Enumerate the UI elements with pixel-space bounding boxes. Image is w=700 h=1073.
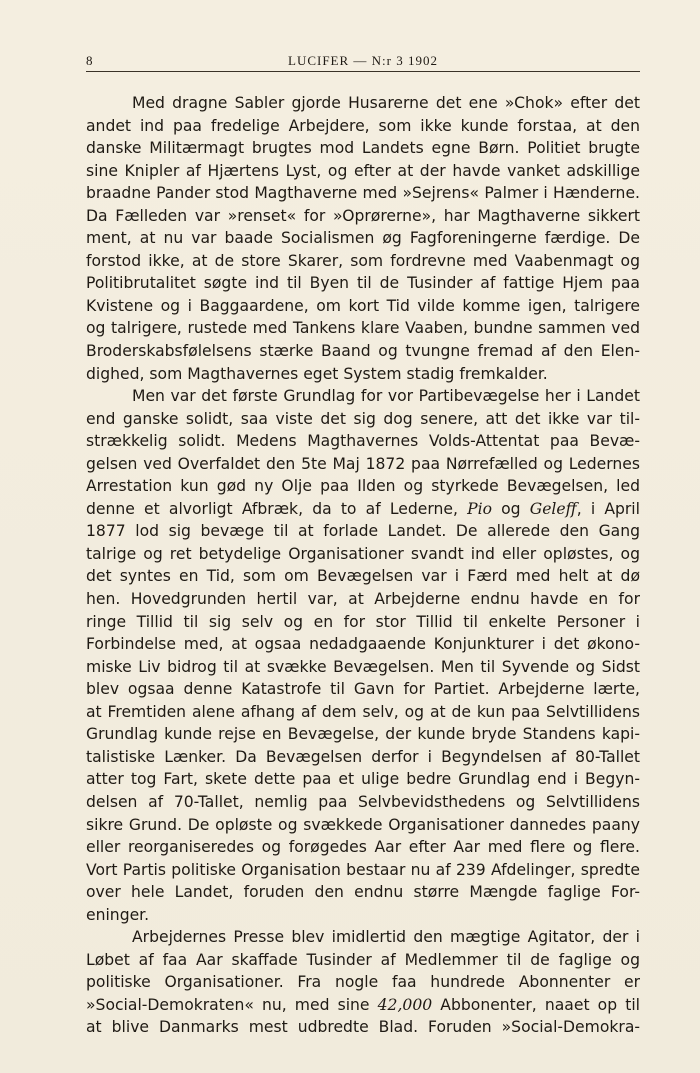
text-line: Men var det første Grundlag for vor Partibevægelse her i Landet [132, 387, 640, 406]
text-line: sine Knipler af Hjærtens Lyst, og efter at der havde vanket adskillige [86, 161, 640, 180]
text-line: Da Fælleden var »renset« for »Oprørerne», har Magthaverne sikkert [86, 206, 640, 225]
text-line: dighed, som Magthavernes eget System stadig fremkalder. [86, 364, 548, 383]
text-line: danske Militærmagt brugtes mod Landets egne Børn. Politiet brugte [86, 139, 640, 158]
paragraph-3 [86, 926, 640, 1039]
text-line: »Social-Demokraten« nu, med sine 42,000 Abbonenter, naaet op til [86, 995, 640, 1014]
text-line: hen. Hovedgrunden hertil var, at Arbejderne endnu havde en for [86, 590, 640, 609]
text-line: Broderskabsfølelsens stærke Baand og tvungne fremad af den Elen- [86, 342, 640, 361]
italic-emphasis: 42,000 [377, 995, 433, 1014]
paragraph-2 [86, 385, 640, 926]
text-line: at Fremtiden alene afhang af dem selv, og at de kun paa Selvtillidens [86, 702, 640, 721]
text-line: det syntes en Tid, som om Bevægelsen var i Færd med helt at dø [86, 567, 640, 586]
text-line: over hele Landet, foruden den endnu større Mængde faglige For- [86, 883, 640, 902]
text-line: braadne Pander stod Magthaverne med »Sejrens« Palmer i Hænderne. [86, 184, 640, 203]
text-line: Arrestation kun gød ny Olje paa Ilden og styrkede Bevægelsen, led [86, 477, 640, 496]
text-line: strækkelig solidt. Medens Magthavernes Volds-Attentat paa Bevæ- [86, 432, 640, 451]
text-line: Vort Partis politiske Organisation bestaar nu af 239 Afdelinger, spredte [86, 860, 640, 879]
text-line: talrige og ret betydelige Organisationer svandt ind eller opløstes, og [86, 544, 640, 563]
text-line: miske Liv bidrog til at svække Bevægelsen. Men til Syvende og Sidst [86, 657, 640, 676]
text-line: Løbet af faa Aar skaffade Tusinder af Medlemmer til de faglige og [86, 950, 640, 969]
page-header [86, 51, 640, 72]
text-line: eninger. [86, 905, 150, 924]
text-line: at blive Danmarks mest udbredte Blad. Foruden »Social-Demokra- [86, 1018, 640, 1037]
text-line: Arbejdernes Presse blev imidlertid den mægtige Agitator, der i [132, 928, 640, 947]
text-line: blev ogsaa denne Katastrofe til Gavn for Partiet. Arbejderne lærte, [86, 680, 640, 699]
body-text [86, 92, 640, 1039]
paragraph-1 [86, 92, 640, 385]
text-line: ringe Tillid til sig selv og en for stor Tillid til enkelte Personer i [86, 612, 640, 631]
text-line: andet ind paa fredelige Arbejdere, som ikke kunde forstaa, at den [86, 116, 640, 135]
italic-emphasis: Pio [467, 499, 492, 518]
text-line: Grundlag kunde rejse en Bevægelse, der kunde bryde Standens kapi- [86, 725, 640, 744]
text-line: delsen af 70-Tallet, nemlig paa Selvbevidsthedens og Selvtillidens [86, 792, 640, 811]
text-line: politiske Organisationer. Fra nogle faa hundrede Abonnenter er [86, 973, 640, 992]
text-line: atter tog Fart, skete dette paa et ulige bedre Grundlag end i Begyn- [86, 770, 640, 789]
italic-emphasis: Geleff [529, 499, 577, 518]
text-line: gelsen ved Overfaldet den 5te Maj 1872 paa Nørrefælled og Ledernes [86, 454, 640, 473]
running-head: LUCIFER — N:r 3 1902 [288, 53, 438, 68]
text-line: ment, at nu var baade Socialismen øg Fagforeningerne færdige. De [86, 229, 640, 248]
page-number: 8 [86, 53, 94, 68]
text-line: talistiske Lænker. Da Bevægelsen derfor i Begyndelsen af 80-Tallet [86, 747, 640, 766]
text-line: forstod ikke, at de store Skarer, som fordrevne med Vaabenmagt og [86, 251, 640, 270]
text-line: eller reorganiseredes og forøgedes Aar efter Aar med flere og flere. [86, 838, 640, 857]
text-line: 1877 lod sig bevæge til at forlade Landet. De allerede den Gang [86, 522, 640, 541]
text-line: sikre Grund. De opløste og svækkede Organisationer dannedes paany [86, 815, 640, 834]
text-line: Med dragne Sabler gjorde Husarerne det ene »Chok» efter det [132, 94, 640, 112]
text-line: Politibrutalitet søgte ind til Byen til de Tusinder af fattige Hjem paa [86, 274, 640, 293]
text-line: Kvistene og i Baggaardene, om kort Tid vilde komme igen, talrigere [86, 296, 640, 315]
text-line: end ganske solidt, saa viste det sig dog senere, att det ikke var til- [86, 409, 640, 428]
text-line: Forbindelse med, at ogsaa nedadgaaende Konjunkturer i det økono- [86, 635, 640, 654]
text-line: og talrigere, rustede med Tankens klare Vaaben, bundne sammen ved [86, 319, 640, 338]
text-line: denne et alvorligt Afbræk, da to af Lederne, Pio og Geleff, i April [86, 499, 640, 518]
